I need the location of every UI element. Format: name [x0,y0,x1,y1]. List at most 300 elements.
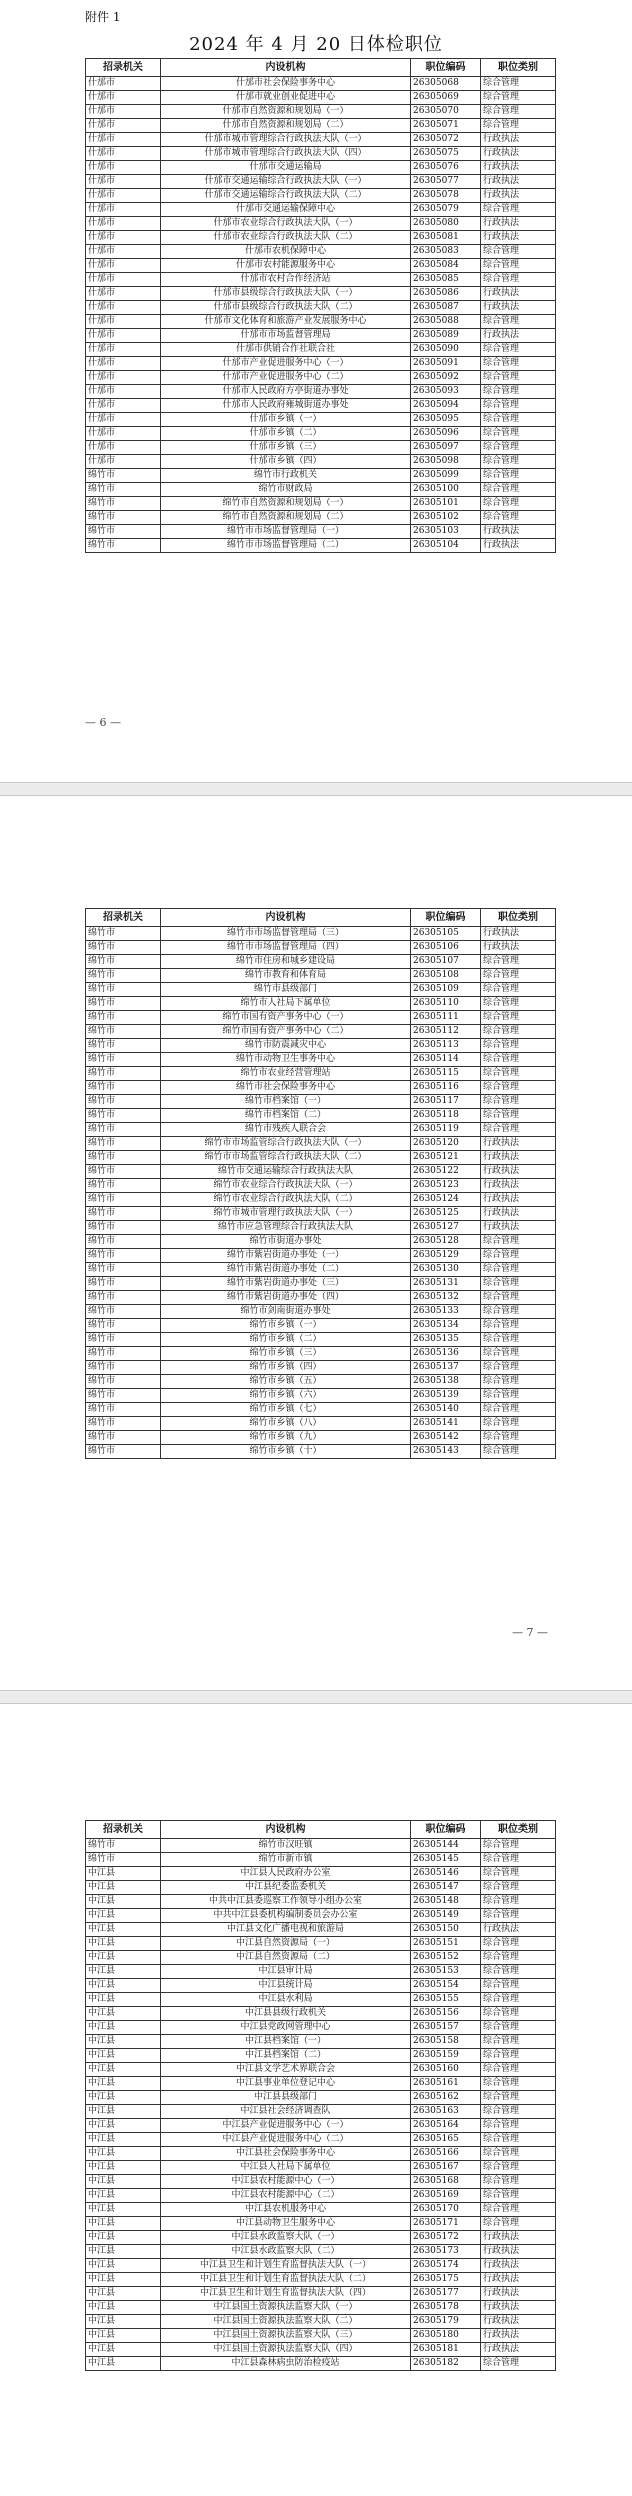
department-cell: 什邡市城市管理综合行政执法大队（四） [161,147,411,161]
agency-cell: 绵竹市 [86,1277,161,1291]
department-cell: 中江县党政网管理中心 [161,2021,411,2035]
agency-cell: 什邡市 [86,441,161,455]
position-code-cell: 26305103 [411,525,481,539]
department-cell: 什邡市县级综合行政执法大队（一） [161,287,411,301]
table-row [86,455,556,469]
table-row [86,1909,556,1923]
table-row [86,259,556,273]
column-header: 职位编码 [411,909,481,927]
position-code-cell: 26305145 [411,1853,481,1867]
agency-cell: 中江县 [86,2105,161,2119]
position-category-cell: 行政执法 [481,539,556,553]
table-row [86,133,556,147]
table-row [86,983,556,997]
position-code-cell: 26305151 [411,1937,481,1951]
agency-cell: 中江县 [86,2021,161,2035]
department-cell: 什邡市文化体育和旅游产业发展服务中心 [161,315,411,329]
position-category-cell: 综合管理 [481,1375,556,1389]
table-row [86,1923,556,1937]
position-code-cell: 26305137 [411,1361,481,1375]
position-category-cell: 综合管理 [481,343,556,357]
agency-cell: 中江县 [86,1909,161,1923]
department-cell: 中江县农村能源中心（二） [161,2189,411,2203]
positions-table-page-2 [85,908,556,1459]
table-row [86,441,556,455]
table-row [86,1207,556,1221]
position-code-cell: 26305091 [411,357,481,371]
position-category-cell: 综合管理 [481,1095,556,1109]
agency-cell: 中江县 [86,1979,161,1993]
position-category-cell: 行政执法 [481,2259,556,2273]
agency-cell: 绵竹市 [86,483,161,497]
agency-cell: 中江县 [86,2175,161,2189]
agency-cell: 中江县 [86,2063,161,2077]
position-code-cell: 26305078 [411,189,481,203]
position-category-cell: 综合管理 [481,997,556,1011]
table-row [86,927,556,941]
department-cell: 绵竹市乡镇（三） [161,1347,411,1361]
agency-cell: 什邡市 [86,231,161,245]
position-category-cell: 综合管理 [481,357,556,371]
position-category-cell: 综合管理 [481,273,556,287]
agency-cell: 绵竹市 [86,1095,161,1109]
column-header: 招录机关 [86,59,161,77]
position-category-cell: 综合管理 [481,1039,556,1053]
table-row [86,217,556,231]
table-row [86,329,556,343]
table-row [86,2021,556,2035]
page-number-7: — 7 — [512,1626,548,1639]
department-cell: 绵竹市乡镇（六） [161,1389,411,1403]
department-cell: 中江县县级行政机关 [161,2007,411,2021]
agency-cell: 绵竹市 [86,469,161,483]
position-category-cell: 综合管理 [481,1431,556,1445]
table-row [86,1291,556,1305]
agency-cell: 绵竹市 [86,941,161,955]
department-cell: 中江县卫生和计划生育监督执法大队（二） [161,2273,411,2287]
table-row [86,91,556,105]
position-code-cell: 26305175 [411,2273,481,2287]
department-cell: 中江县产业促进服务中心（二） [161,2133,411,2147]
position-code-cell: 26305104 [411,539,481,553]
position-code-cell: 26305182 [411,2357,481,2371]
department-cell: 什邡市农业综合行政执法大队（二） [161,231,411,245]
agency-cell: 绵竹市 [86,1431,161,1445]
position-category-cell: 综合管理 [481,399,556,413]
department-cell: 绵竹市城市管理行政执法大队（一） [161,1207,411,1221]
position-category-cell: 综合管理 [481,1277,556,1291]
position-category-cell: 行政执法 [481,1207,556,1221]
department-cell: 绵竹市紫岩街道办事处（一） [161,1249,411,1263]
position-code-cell: 26305070 [411,105,481,119]
position-category-cell: 综合管理 [481,2077,556,2091]
department-cell: 什邡市县级综合行政执法大队（二） [161,301,411,315]
position-category-cell: 综合管理 [481,955,556,969]
position-code-cell: 26305098 [411,455,481,469]
position-code-cell: 26305150 [411,1923,481,1937]
position-code-cell: 26305087 [411,301,481,315]
agency-cell: 绵竹市 [86,511,161,525]
position-category-cell: 综合管理 [481,1839,556,1853]
table-row [86,1979,556,1993]
table-row [86,1263,556,1277]
department-cell: 绵竹市乡镇（四） [161,1361,411,1375]
department-cell: 什邡市交通运输局 [161,161,411,175]
position-code-cell: 26305088 [411,315,481,329]
position-category-cell: 综合管理 [481,259,556,273]
table-row [86,1193,556,1207]
department-cell: 绵竹市交通运输综合行政执法大队 [161,1165,411,1179]
position-code-cell: 26305101 [411,497,481,511]
department-cell: 绵竹市市场监督管理局（四） [161,941,411,955]
table-row [86,2161,556,2175]
position-category-cell: 行政执法 [481,2231,556,2245]
position-category-cell: 行政执法 [481,927,556,941]
table-row [86,385,556,399]
agency-cell: 中江县 [86,2315,161,2329]
department-cell: 绵竹市住房和城乡建设局 [161,955,411,969]
table-row [86,1249,556,1263]
department-cell: 中江县水利局 [161,1993,411,2007]
agency-cell: 什邡市 [86,119,161,133]
position-code-cell: 26305180 [411,2329,481,2343]
agency-cell: 什邡市 [86,287,161,301]
position-category-cell: 综合管理 [481,2035,556,2049]
agency-cell: 绵竹市 [86,1389,161,1403]
position-code-cell: 26305105 [411,927,481,941]
position-category-cell: 行政执法 [481,2287,556,2301]
table-row [86,203,556,217]
department-cell: 什邡市人民政府方亭街道办事处 [161,385,411,399]
position-code-cell: 26305163 [411,2105,481,2119]
position-category-cell: 综合管理 [481,203,556,217]
position-category-cell: 综合管理 [481,371,556,385]
agency-cell: 绵竹市 [86,1193,161,1207]
position-code-cell: 26305168 [411,2175,481,2189]
department-cell: 绵竹市国有资产事务中心（二） [161,1025,411,1039]
position-category-cell: 行政执法 [481,329,556,343]
table-row [86,1445,556,1459]
table-row [86,497,556,511]
position-category-cell: 行政执法 [481,133,556,147]
position-code-cell: 26305148 [411,1895,481,1909]
position-code-cell: 26305152 [411,1951,481,1965]
department-cell: 绵竹市农业综合行政执法大队（二） [161,1193,411,1207]
position-category-cell: 综合管理 [481,2147,556,2161]
position-code-cell: 26305133 [411,1305,481,1319]
position-code-cell: 26305153 [411,1965,481,1979]
position-category-cell: 行政执法 [481,217,556,231]
position-code-cell: 26305102 [411,511,481,525]
table-row [86,2301,556,2315]
department-cell: 绵竹市国有资产事务中心（一） [161,1011,411,1025]
position-code-cell: 26305122 [411,1165,481,1179]
agency-cell: 绵竹市 [86,997,161,1011]
department-cell: 什邡市人民政府雍城街道办事处 [161,399,411,413]
position-category-cell: 综合管理 [481,1235,556,1249]
page-number-6: — 6 — [85,716,121,729]
agency-cell: 中江县 [86,1965,161,1979]
position-category-cell: 综合管理 [481,1305,556,1319]
agency-cell: 中江县 [86,2231,161,2245]
department-cell: 中江县国土资源执法监察大队（一） [161,2301,411,2315]
position-category-cell: 行政执法 [481,1179,556,1193]
position-category-cell: 行政执法 [481,1193,556,1207]
position-code-cell: 26305157 [411,2021,481,2035]
position-category-cell: 综合管理 [481,2105,556,2119]
table-row [86,2329,556,2343]
column-header: 职位编码 [411,59,481,77]
position-code-cell: 26305114 [411,1053,481,1067]
position-category-cell: 综合管理 [481,1109,556,1123]
position-code-cell: 26305140 [411,1403,481,1417]
department-cell: 中江县国土资源执法监察大队（四） [161,2343,411,2357]
agency-cell: 中江县 [86,1951,161,1965]
table-row [86,1081,556,1095]
agency-cell: 中江县 [86,2203,161,2217]
agency-cell: 绵竹市 [86,1179,161,1193]
position-code-cell: 26305090 [411,343,481,357]
table-row [86,1347,556,1361]
department-cell: 什邡市就业创业促进中心 [161,91,411,105]
department-cell: 绵竹市市场监督管理局（一） [161,525,411,539]
table-row [86,1123,556,1137]
table-row [86,1039,556,1053]
department-cell: 绵竹市自然资源和规划局（一） [161,497,411,511]
agency-cell: 什邡市 [86,147,161,161]
agency-cell: 什邡市 [86,217,161,231]
position-code-cell: 26305117 [411,1095,481,1109]
agency-cell: 中江县 [86,1895,161,1909]
position-code-cell: 26305121 [411,1151,481,1165]
position-category-cell: 综合管理 [481,1389,556,1403]
agency-cell: 中江县 [86,2301,161,2315]
table-row [86,2063,556,2077]
position-code-cell: 26305128 [411,1235,481,1249]
position-code-cell: 26305092 [411,371,481,385]
agency-cell: 绵竹市 [86,1319,161,1333]
department-cell: 中江县卫生和计划生育监督执法大队（一） [161,2259,411,2273]
position-category-cell: 行政执法 [481,1165,556,1179]
table-row [86,1403,556,1417]
department-cell: 中江县国土资源执法监察大队（三） [161,2329,411,2343]
table-row [86,1025,556,1039]
table-row [86,1235,556,1249]
agency-cell: 绵竹市 [86,1109,161,1123]
agency-cell: 绵竹市 [86,1011,161,1025]
agency-cell: 绵竹市 [86,1053,161,1067]
position-category-cell: 综合管理 [481,511,556,525]
table-row [86,357,556,371]
table-row [86,1993,556,2007]
department-cell: 什邡市农业综合行政执法大队（一） [161,217,411,231]
position-code-cell: 26305112 [411,1025,481,1039]
table-row [86,1895,556,1909]
position-category-cell: 综合管理 [481,427,556,441]
position-code-cell: 26305115 [411,1067,481,1081]
table-row [86,511,556,525]
table-row [86,273,556,287]
column-header: 职位类别 [481,909,556,927]
agency-cell: 什邡市 [86,385,161,399]
agency-cell: 什邡市 [86,315,161,329]
department-cell: 绵竹市市场监管综合行政执法大队（二） [161,1151,411,1165]
table-row [86,1305,556,1319]
agency-cell: 中江县 [86,1993,161,2007]
position-category-cell: 综合管理 [481,2063,556,2077]
page-gap-2 [0,1690,632,1704]
table-row [86,1361,556,1375]
position-category-cell: 综合管理 [481,1993,556,2007]
position-code-cell: 26305144 [411,1839,481,1853]
position-category-cell: 综合管理 [481,119,556,133]
position-code-cell: 26305174 [411,2259,481,2273]
position-code-cell: 26305100 [411,483,481,497]
agency-cell: 什邡市 [86,245,161,259]
position-category-cell: 综合管理 [481,2021,556,2035]
position-code-cell: 26305179 [411,2315,481,2329]
position-category-cell: 综合管理 [481,1249,556,1263]
department-cell: 绵竹市动物卫生事务中心 [161,1053,411,1067]
position-category-cell: 综合管理 [481,413,556,427]
position-category-cell: 行政执法 [481,2301,556,2315]
department-cell: 绵竹市乡镇（一） [161,1319,411,1333]
table-row [86,1375,556,1389]
position-code-cell: 26305165 [411,2133,481,2147]
position-code-cell: 26305134 [411,1319,481,1333]
agency-cell: 什邡市 [86,413,161,427]
position-category-cell: 行政执法 [481,175,556,189]
agency-cell: 中江县 [86,2119,161,2133]
position-code-cell: 26305110 [411,997,481,1011]
table-row [86,2203,556,2217]
agency-cell: 绵竹市 [86,1025,161,1039]
position-code-cell: 26305181 [411,2343,481,2357]
position-category-cell: 综合管理 [481,77,556,91]
agency-cell: 绵竹市 [86,1403,161,1417]
position-category-cell: 行政执法 [481,189,556,203]
position-code-cell: 26305096 [411,427,481,441]
table-row [86,1319,556,1333]
position-code-cell: 26305132 [411,1291,481,1305]
department-cell: 什邡市产业促进服务中心（二） [161,371,411,385]
position-code-cell: 26305106 [411,941,481,955]
attachment-label: 附件 1 [85,10,121,24]
position-code-cell: 26305159 [411,2049,481,2063]
department-cell: 绵竹市教育和体育局 [161,969,411,983]
position-code-cell: 26305119 [411,1123,481,1137]
position-category-cell: 综合管理 [481,1979,556,1993]
position-category-cell: 综合管理 [481,2189,556,2203]
department-cell: 绵竹市应急管理综合行政执法大队 [161,1221,411,1235]
table-row [86,2175,556,2189]
agency-cell: 绵竹市 [86,525,161,539]
position-code-cell: 26305138 [411,1375,481,1389]
position-code-cell: 26305177 [411,2287,481,2301]
table-row [86,427,556,441]
table-row [86,2315,556,2329]
position-category-cell: 综合管理 [481,2007,556,2021]
department-cell: 绵竹市农业综合行政执法大队（一） [161,1179,411,1193]
agency-cell: 中江县 [86,2077,161,2091]
department-cell: 绵竹市财政局 [161,483,411,497]
position-code-cell: 26305149 [411,1909,481,1923]
position-code-cell: 26305178 [411,2301,481,2315]
position-category-cell: 行政执法 [481,2245,556,2259]
table-row [86,77,556,91]
agency-cell: 中江县 [86,1867,161,1881]
table-header-row [86,1821,556,1839]
agency-cell: 绵竹市 [86,1221,161,1235]
department-cell: 中江县森林病虫防治检疫站 [161,2357,411,2371]
agency-cell: 绵竹市 [86,1039,161,1053]
department-cell: 中江县审计局 [161,1965,411,1979]
table-row [86,175,556,189]
position-category-cell: 综合管理 [481,1067,556,1081]
position-code-cell: 26305125 [411,1207,481,1221]
table-row [86,955,556,969]
position-code-cell: 26305155 [411,1993,481,2007]
department-cell: 中江县水政监察大队（一） [161,2231,411,2245]
department-cell: 中江县动物卫生服务中心 [161,2217,411,2231]
position-category-cell: 综合管理 [481,105,556,119]
table-row [86,1333,556,1347]
position-category-cell: 综合管理 [481,1417,556,1431]
table-row [86,371,556,385]
department-cell: 中江县自然资源局（二） [161,1951,411,1965]
department-cell: 绵竹市农业经营管理站 [161,1067,411,1081]
department-cell: 绵竹市档案馆（一） [161,1095,411,1109]
department-cell: 中江县农机服务中心 [161,2203,411,2217]
table-row [86,1053,556,1067]
department-cell: 绵竹市自然资源和规划局（二） [161,511,411,525]
position-category-cell: 综合管理 [481,1347,556,1361]
position-code-cell: 26305167 [411,2161,481,2175]
position-category-cell: 行政执法 [481,525,556,539]
agency-cell: 什邡市 [86,161,161,175]
table-row [86,941,556,955]
column-header: 职位编码 [411,1821,481,1839]
position-category-cell: 行政执法 [481,2315,556,2329]
department-cell: 什邡市农村合作经济站 [161,273,411,287]
department-cell: 绵竹市人社局下属单位 [161,997,411,1011]
table-row [86,1179,556,1193]
table-row [86,1867,556,1881]
agency-cell: 绵竹市 [86,1067,161,1081]
agency-cell: 什邡市 [86,427,161,441]
table-row [86,399,556,413]
department-cell: 绵竹市新市镇 [161,1853,411,1867]
position-category-cell: 综合管理 [481,1123,556,1137]
position-code-cell: 26305142 [411,1431,481,1445]
position-category-cell: 综合管理 [481,455,556,469]
department-cell: 中江县国土资源执法监察大队（二） [161,2315,411,2329]
agency-cell: 什邡市 [86,371,161,385]
department-cell: 什邡市交通运输综合行政执法大队（一） [161,175,411,189]
page-gap-1 [0,782,632,796]
agency-cell: 什邡市 [86,203,161,217]
agency-cell: 绵竹市 [86,1445,161,1459]
department-cell: 绵竹市县级部门 [161,983,411,997]
agency-cell: 绵竹市 [86,1853,161,1867]
table-row [86,315,556,329]
agency-cell: 什邡市 [86,399,161,413]
department-cell: 什邡市供销合作社联合社 [161,343,411,357]
department-cell: 什邡市农村能源服务中心 [161,259,411,273]
agency-cell: 中江县 [86,2049,161,2063]
position-code-cell: 26305099 [411,469,481,483]
position-category-cell: 综合管理 [481,385,556,399]
